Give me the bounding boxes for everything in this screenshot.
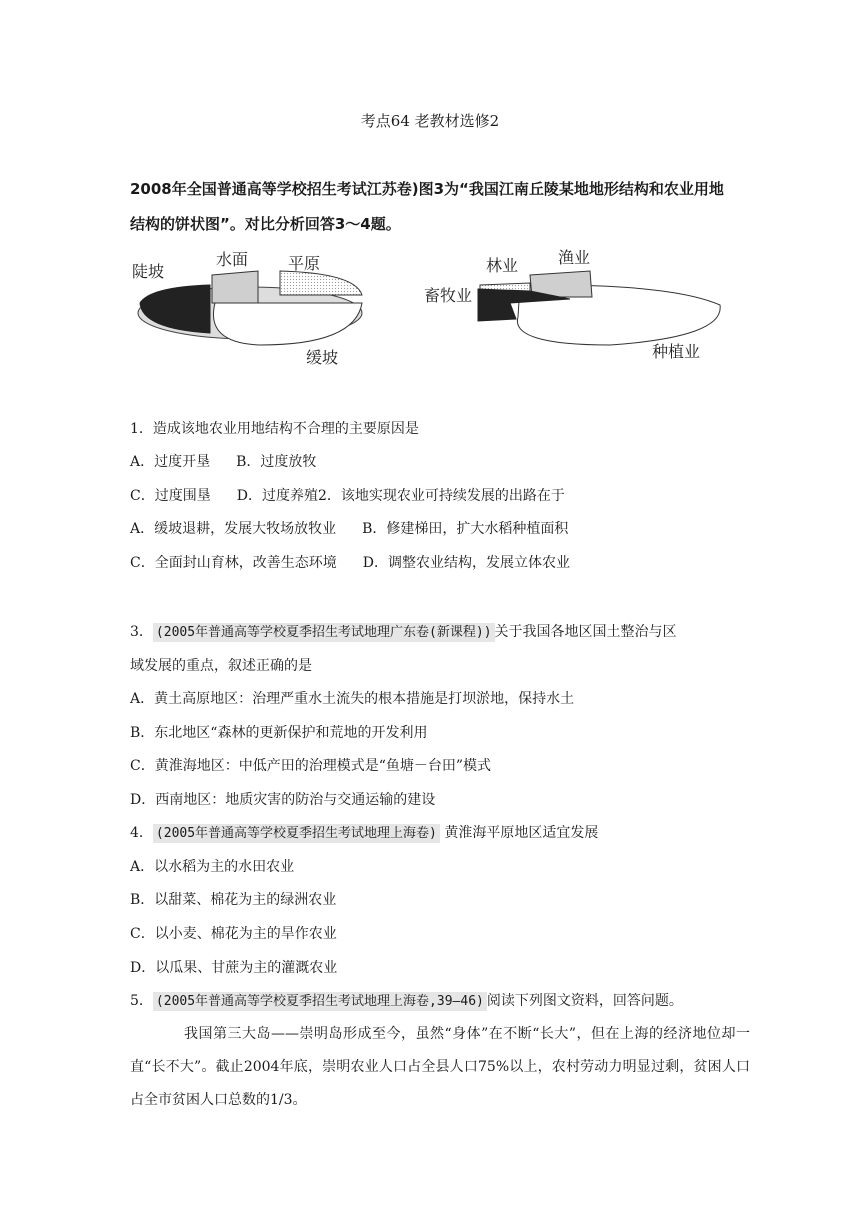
- terrain-slice-water: [212, 271, 258, 303]
- q3-source: (2005年普通高等学校夏季招生考试地理广东卷(新课程)): [153, 623, 495, 642]
- agriculture-pie-chart: [424, 248, 720, 361]
- agri-label-fishery: 渔业: [558, 248, 591, 267]
- intro-line-1: 2008年全国普通高等学校招生考试江苏卷)图3为“我国江南丘陵某地地形结构和农业用地: [130, 180, 724, 198]
- agri-label-livestock: 畜牧业: [424, 286, 473, 305]
- q5-source: (2005年普通高等学校夏季招生考试地理上海卷,39—46): [153, 992, 487, 1011]
- q5-number: 5．: [130, 993, 153, 1009]
- terrain-label-gentle: 缓坡: [306, 348, 339, 367]
- terrain-label-water: 水面: [216, 250, 249, 269]
- q3-option-c: C．黄淮海地区：中低产田的治理模式是“鱼塘－台田”模式: [130, 758, 492, 774]
- agri-label-farming: 种植业: [652, 342, 701, 361]
- q2-option-b: B．修建梯田，扩大水稻种植面积: [362, 521, 569, 537]
- q4-option-b: B．以甜菜、棉花为主的绿洲农业: [130, 892, 337, 908]
- question-2-options-ab: [130, 518, 750, 538]
- page-title: 考点64 老教材选修2: [360, 112, 500, 130]
- question-3: [130, 621, 750, 641]
- q2-option-c: C．全面封山育林，改善生态环境: [130, 555, 337, 571]
- agri-label-forestry: 林业: [486, 256, 519, 275]
- question-1-options-cd: [130, 485, 750, 505]
- question-4: [130, 822, 750, 842]
- question-1-options-ab: [130, 451, 750, 471]
- question-2-options-cd: [130, 552, 750, 572]
- q1-option-c: C．过度围垦: [130, 488, 211, 504]
- q3-text: 关于我国各地区国土整治与区: [494, 624, 677, 640]
- q5-passage: 我国第三大岛——崇明岛形成至今，虽然“身体”在不断“长大”，但在上海的经济地位却一直“长不大”。截止2004年底，崇明农业人口占全县人口75%以上，农村劳动力明显过剩，贫困人口占全市贫困人口总数的1/3。: [130, 1026, 750, 1108]
- q3-option-a: A．黄土高原地区：治理严重水土流失的根本措施是打坝淤地，保持水土: [130, 691, 575, 707]
- q3-option-b: B．东北地区“森林的更新保护和荒地的开发利用: [130, 725, 428, 741]
- question-5: [130, 990, 750, 1010]
- question-3-continued: 域发展的重点，叙述正确的是: [130, 658, 312, 674]
- question-1: 1．造成该地农业用地结构不合理的主要原因是: [130, 421, 419, 437]
- q3-number: 3．: [130, 624, 153, 640]
- terrain-slice-plain: [280, 271, 362, 295]
- terrain-pie-chart: [132, 250, 362, 367]
- terrain-slice-gentle-slope: [213, 303, 362, 345]
- q4-option-c: C．以小麦、棉花为主的旱作农业: [130, 926, 337, 942]
- q1-option-a: A．过度开垦: [130, 454, 211, 470]
- question-2: 2．该地实现农业可持续发展的出路在于: [317, 488, 565, 504]
- q4-number: 4．: [130, 825, 153, 841]
- q4-option-a: A．以水稻为主的水田农业: [130, 859, 295, 875]
- terrain-label-plain: 平原: [288, 254, 321, 273]
- q2-option-a: A．缓坡退耕，发展大牧场放牧业: [130, 521, 337, 537]
- q2-option-d: D．调整农业结构，发展立体农业: [362, 555, 570, 571]
- terrain-label-steep: 陡坡: [132, 262, 165, 281]
- q5-text: 阅读下列图文资料，回答问题。: [486, 993, 683, 1009]
- intro-line-2: 结构的饼状图”。对比分析回答3～4题。: [130, 215, 401, 233]
- terrain-slice-steep-slope: [140, 285, 210, 333]
- q1-option-b: B．过度放牧: [236, 454, 317, 470]
- pie-charts-figure: [130, 245, 740, 375]
- q1-option-d: D．过度养殖: [236, 488, 318, 504]
- q3-option-d: D．西南地区：地质灾害的防治与交通运输的建设: [130, 792, 436, 808]
- q4-option-d: D．以瓜果、甘蔗为主的灌溉农业: [130, 960, 338, 976]
- q4-text: 黄淮海平原地区适宜发展: [444, 825, 599, 841]
- q4-source: (2005年普通高等学校夏季招生考试地理上海卷): [153, 824, 440, 843]
